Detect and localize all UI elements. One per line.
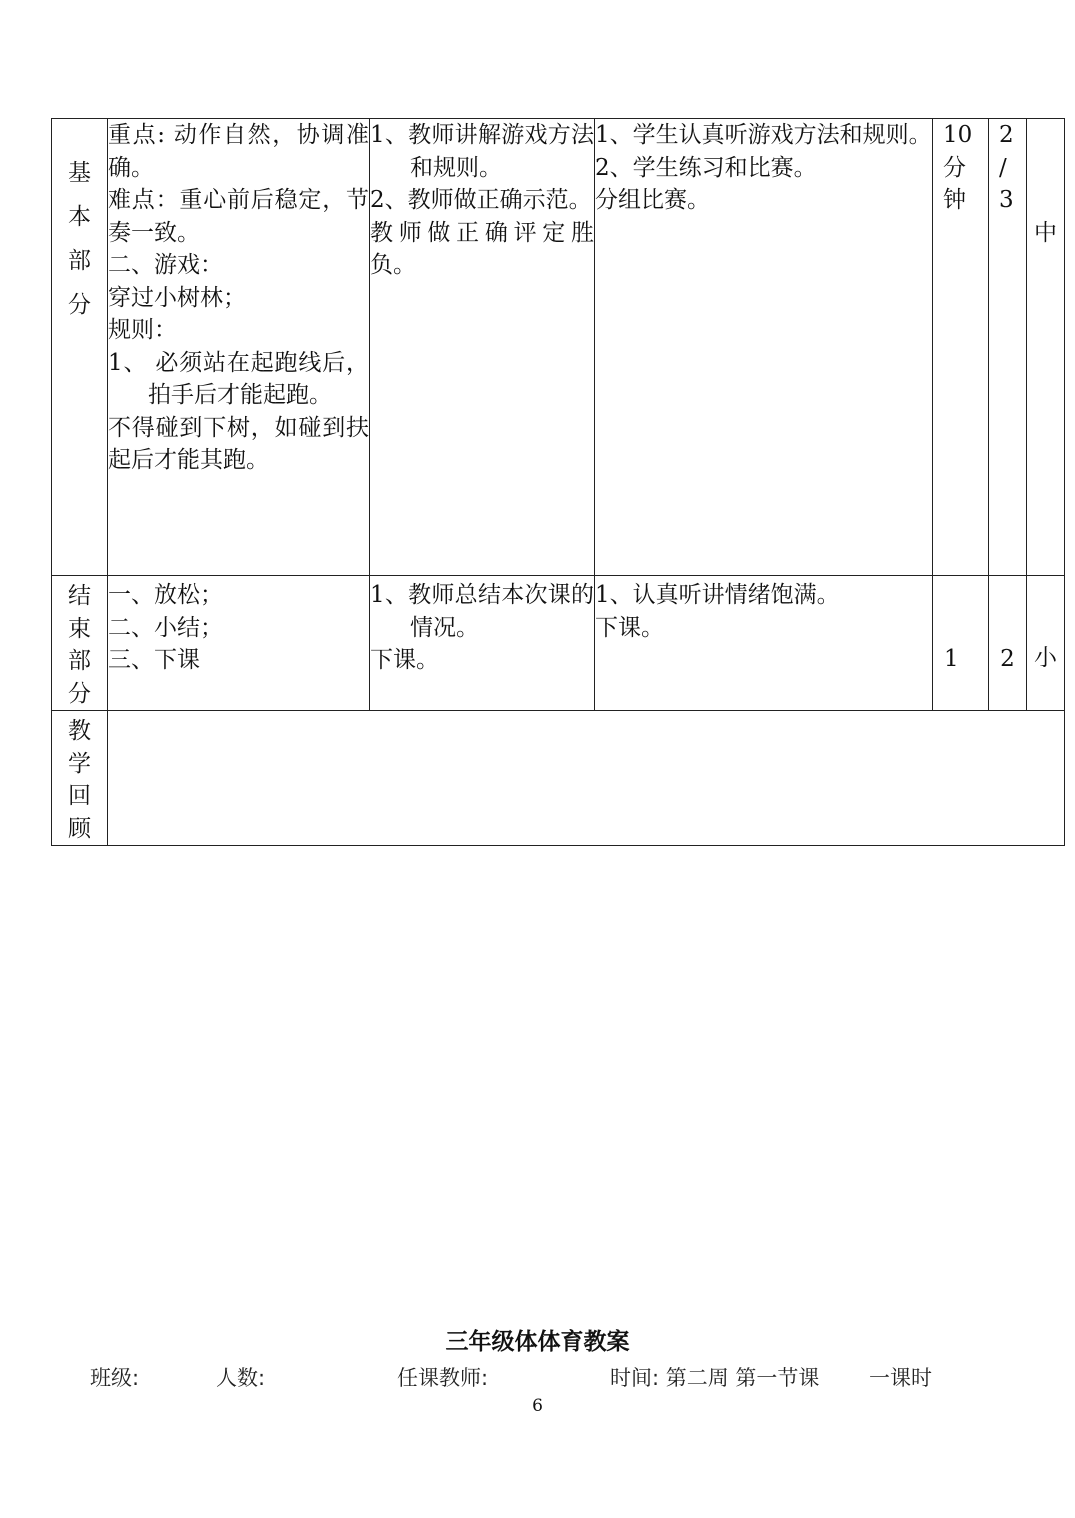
end-content-cell: 一、放松； 二、小结； 三、下课 <box>108 576 370 711</box>
basic-teacher-cell <box>370 119 595 576</box>
review-segment-label: 教 学 回 顾 <box>52 711 108 846</box>
basic-section-row <box>52 119 1065 576</box>
end-intensity-cell: 小 <box>1027 576 1065 711</box>
time-label: 时间: 第二周 第一节课 <box>610 1366 820 1390</box>
teacher-item-3: 教师做正确评定胜负。 <box>370 219 594 278</box>
basic-time-cell: 10 分 钟 <box>933 119 989 576</box>
student-item-1: 1、学生认真听游戏方法和规则。 <box>595 122 932 148</box>
rules-heading: 规则： <box>108 317 177 343</box>
student-count-label: 人数: <box>216 1366 266 1390</box>
period-label: 一课时 <box>869 1366 932 1390</box>
basic-count-cell: 2 / 3 <box>989 119 1027 576</box>
end-time-cell: 1 <box>933 576 989 711</box>
review-section-row <box>52 711 1065 846</box>
basic-intensity-cell: 中 <box>1027 119 1065 576</box>
student-item-3: 分组比赛。 <box>595 187 710 213</box>
rule-1: 1、 必须站在起跑线后，拍手后才能起跑。 <box>108 349 369 408</box>
end-section-row <box>52 576 1065 711</box>
class-label: 班级: <box>90 1366 140 1390</box>
game-name: 穿过小树林； <box>108 284 246 311</box>
end-segment-label: 结 束 部 分 <box>52 576 108 711</box>
page-number: 6 <box>532 1396 543 1416</box>
end-count-cell: 2 <box>989 576 1027 711</box>
student-item-2: 2、学生练习和比赛。 <box>595 154 817 181</box>
basic-segment-label: 基 本 部 分 <box>52 119 108 576</box>
next-lesson-title: 三年级体体育教案 <box>445 1329 630 1355</box>
teacher-label: 任课教师: <box>397 1366 489 1390</box>
review-content-cell <box>108 711 1065 846</box>
teacher-item-1: 1、教师讲解游戏方法和规则。 <box>370 122 594 181</box>
end-student-cell: 1、认真听讲情绪饱满。 下课。 <box>595 576 933 711</box>
game-heading: 二、游戏： <box>108 252 223 278</box>
key-point: 重点: 动作自然，协调准确。 <box>108 122 369 181</box>
basic-content-cell <box>108 119 370 576</box>
lesson-plan-table <box>51 118 1065 846</box>
teacher-item-2: 2、教师做正确示范。 <box>370 187 592 213</box>
basic-student-cell <box>595 119 933 576</box>
difficulty: 难点：重心前后稳定，节奏一致。 <box>108 187 369 246</box>
end-teacher-cell: 1、教师总结本次课的情况。 下课。 <box>370 576 595 711</box>
rule-2: 不得碰到下树，如碰到扶起后才能其跑。 <box>108 414 369 473</box>
